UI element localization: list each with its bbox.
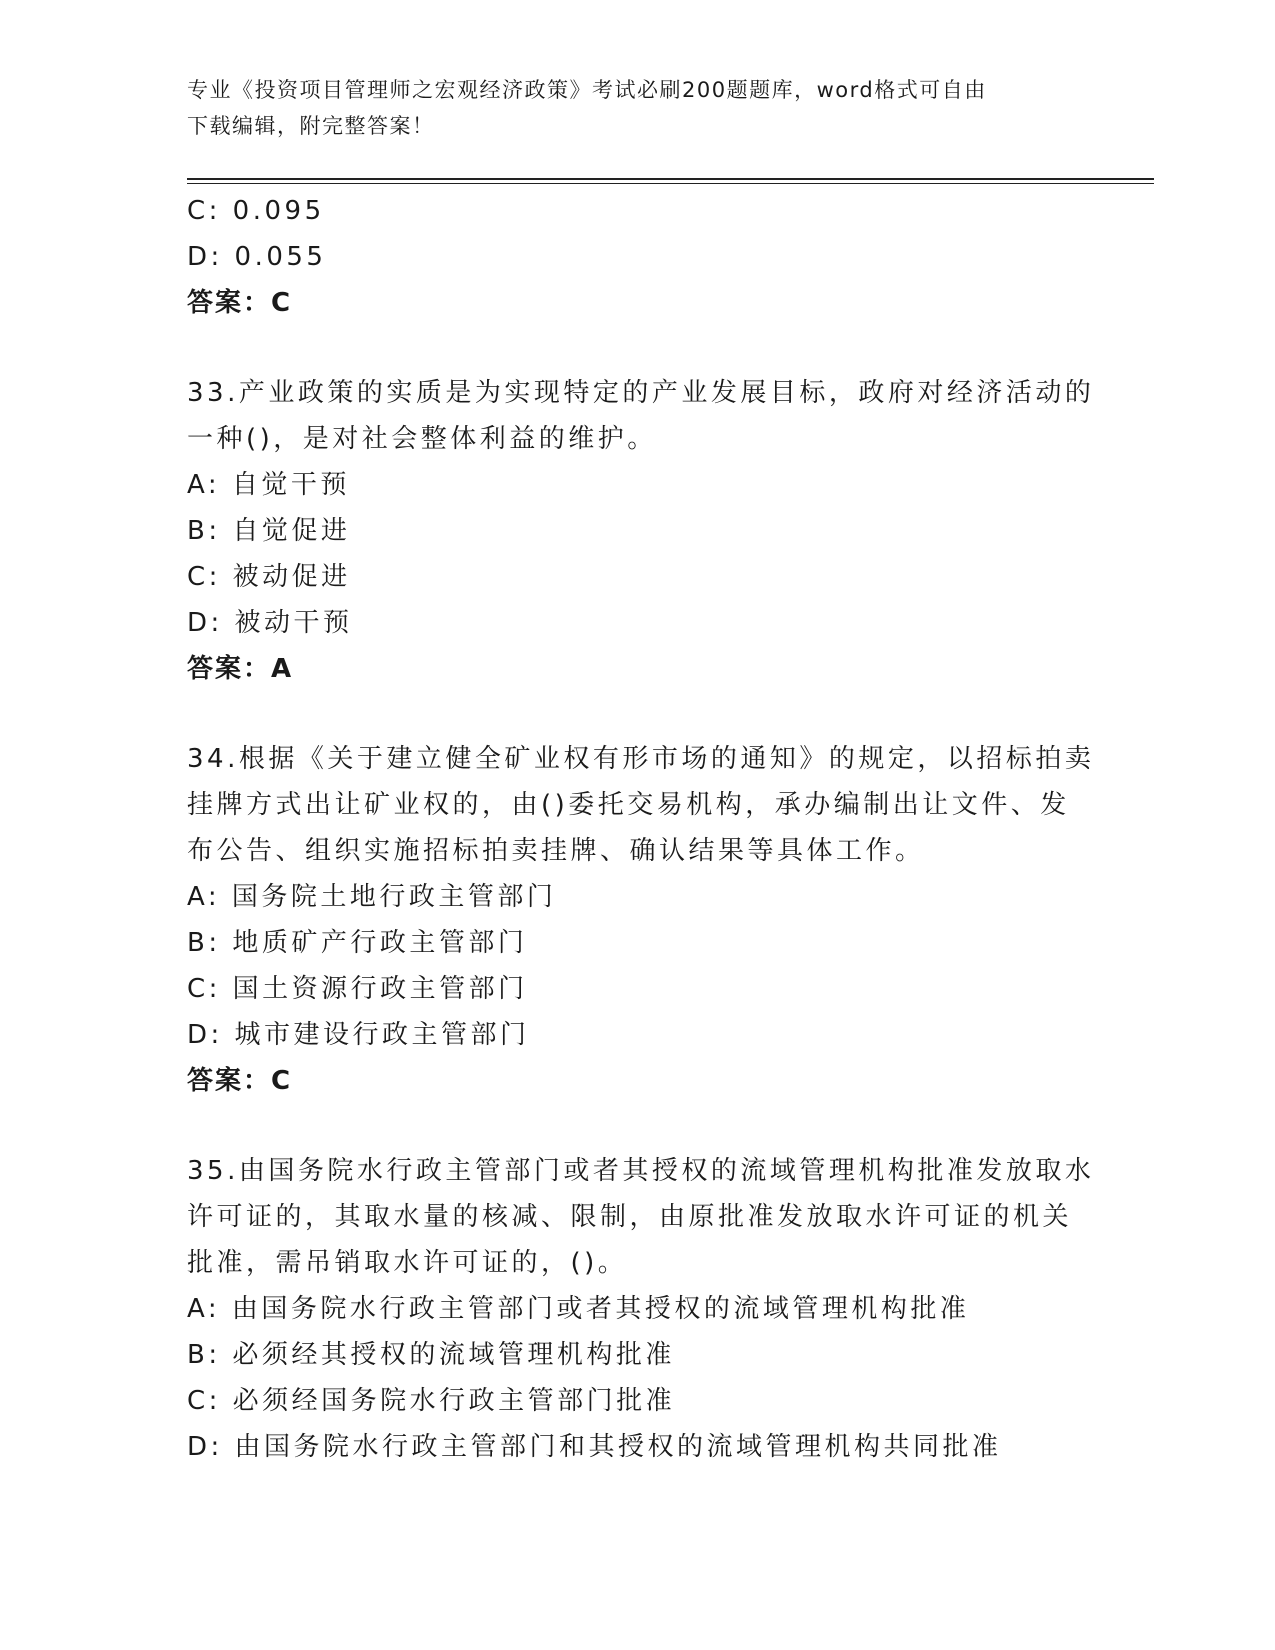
q34-stem-line-2: 挂牌方式出让矿业权的，由()委托交易机构，承办编制出让文件、发 [187, 790, 1070, 820]
header-line-2: 下载编辑，附完整答案！ [187, 114, 435, 138]
prev-option-c: C: 0.095 [187, 196, 325, 226]
spacer [187, 692, 1087, 736]
q35-option-d: D: 由国务院水行政主管部门和其授权的流域管理机构共同批准 [187, 1432, 1002, 1462]
q35-option-c: C: 必须经国务院水行政主管部门批准 [187, 1386, 676, 1416]
q33-option-a: A: 自觉干预 [187, 470, 350, 500]
q34-stem-line-3: 布公告、组织实施招标拍卖挂牌、确认结果等具体工作。 [187, 836, 925, 866]
header-line-1: 专业《投资项目管理师之宏观经济政策》考试必刷200题题库，word格式可自由 [187, 78, 987, 102]
q33-answer: 答案：A [187, 654, 294, 684]
prev-option-d: D: 0.055 [187, 242, 327, 272]
q33-option-c: C: 被动促进 [187, 562, 351, 592]
q34-answer: 答案：C [187, 1066, 293, 1096]
q33-stem-line-2: 一种()，是对社会整体利益的维护。 [187, 424, 657, 454]
prev-answer: 答案：C [187, 288, 293, 318]
q35-option-a: A: 由国务院水行政主管部门或者其授权的流域管理机构批准 [187, 1294, 970, 1324]
q35-stem-line-2: 许可证的，其取水量的核减、限制，由原批准发放取水许可证的机关 [187, 1202, 1073, 1232]
document-body [187, 188, 1095, 1470]
q33-option-b: B: 自觉促进 [187, 516, 351, 546]
q33-stem-line-1: 33.产业政策的实质是为实现特定的产业发展目标，政府对经济活动的 [187, 378, 1095, 408]
q35-stem-line-1: 35.由国务院水行政主管部门或者其授权的流域管理机构批准发放取水 [187, 1156, 1095, 1186]
q34-option-b: B: 地质矿产行政主管部门 [187, 928, 528, 958]
q35-stem-line-3: 批准，需吊销取水许可证的，()。 [187, 1248, 628, 1278]
page-header [187, 72, 1067, 144]
header-divider-thin [187, 183, 1154, 184]
q35-option-b: B: 必须经其授权的流域管理机构批准 [187, 1340, 675, 1370]
spacer [187, 326, 1087, 370]
q34-stem-line-1: 34.根据《关于建立健全矿业权有形市场的通知》的规定，以招标拍卖 [187, 744, 1095, 774]
header-divider-thick [187, 178, 1154, 180]
spacer [187, 1104, 1087, 1148]
q34-option-d: D: 城市建设行政主管部门 [187, 1020, 530, 1050]
q34-option-a: A: 国务院土地行政主管部门 [187, 882, 557, 912]
q34-option-c: C: 国土资源行政主管部门 [187, 974, 528, 1004]
q33-option-d: D: 被动干预 [187, 608, 353, 638]
